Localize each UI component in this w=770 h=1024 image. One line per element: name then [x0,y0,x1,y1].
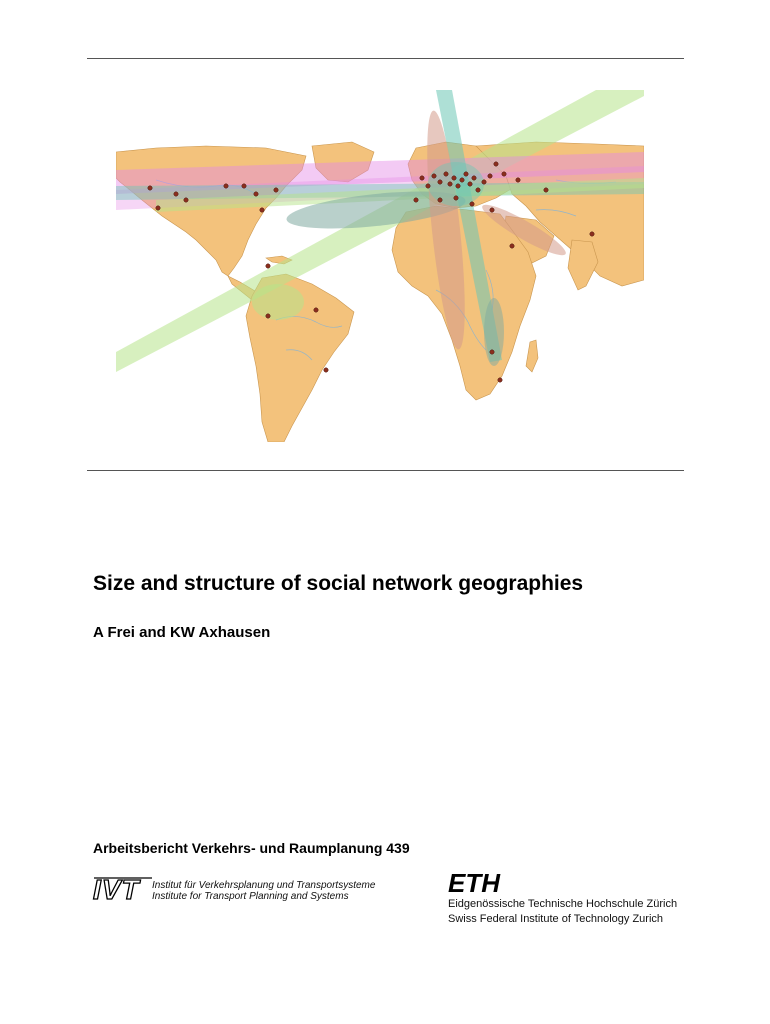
contact-point [426,184,430,188]
ivt-logo-mark [92,874,156,904]
top-rule [87,58,684,59]
contact-point [274,188,278,192]
eth-logo [448,870,516,894]
contact-point [460,178,464,182]
ivt-name-german: Institut für Verkehrsplanung und Transportsysteme [152,880,376,891]
contact-point [444,172,448,176]
contact-point [510,244,514,248]
contact-point [174,192,178,196]
contact-point [242,184,246,188]
report-series: Arbeitsbericht Verkehrs- und Raumplanung 439 [93,840,410,856]
contact-point [490,208,494,212]
svg-text:IVT: IVT [93,874,140,904]
contact-point [324,368,328,372]
contact-point [184,198,188,202]
document-title: Size and structure of social network geographies [93,572,584,595]
india [568,240,598,290]
contact-point [590,232,594,236]
contact-point [516,178,520,182]
eth-name-german: Eidgenössische Technische Hochschule Zürich [448,898,678,910]
contact-point [148,186,152,190]
eth-name-english: Swiss Federal Institute of Technology Zurich [448,913,664,925]
contact-point [438,198,442,202]
contact-point [260,208,264,212]
contact-point [464,172,468,176]
contact-point [452,176,456,180]
contact-point [266,264,270,268]
contact-point [472,176,476,180]
world-map-figure [116,90,644,442]
contact-point [314,308,318,312]
contact-point [488,174,492,178]
contact-point [494,162,498,166]
contact-point [476,188,480,192]
contact-point [470,202,474,206]
bottom-rule [87,470,684,471]
contact-point [490,350,494,354]
green-ellipse-samerica [252,284,304,320]
contact-point [254,192,258,196]
contact-point [454,196,458,200]
contact-point [432,174,436,178]
svg-text:ETH: ETH [448,870,500,894]
madagascar [526,340,538,372]
contact-point [544,188,548,192]
contact-point [414,198,418,202]
ivt-name-english: Institute for Transport Planning and Systems [152,891,349,902]
slate-ellipse-africa [484,298,504,366]
contact-point [420,176,424,180]
authors: A Frei and KW Axhausen [93,624,271,641]
contact-point [156,206,160,210]
contact-point [498,378,502,382]
contact-point [438,180,442,184]
contact-point [266,314,270,318]
contact-point [468,182,472,186]
contact-point [448,182,452,186]
contact-point [224,184,228,188]
contact-point [456,184,460,188]
contact-point [502,172,506,176]
contact-point [482,180,486,184]
